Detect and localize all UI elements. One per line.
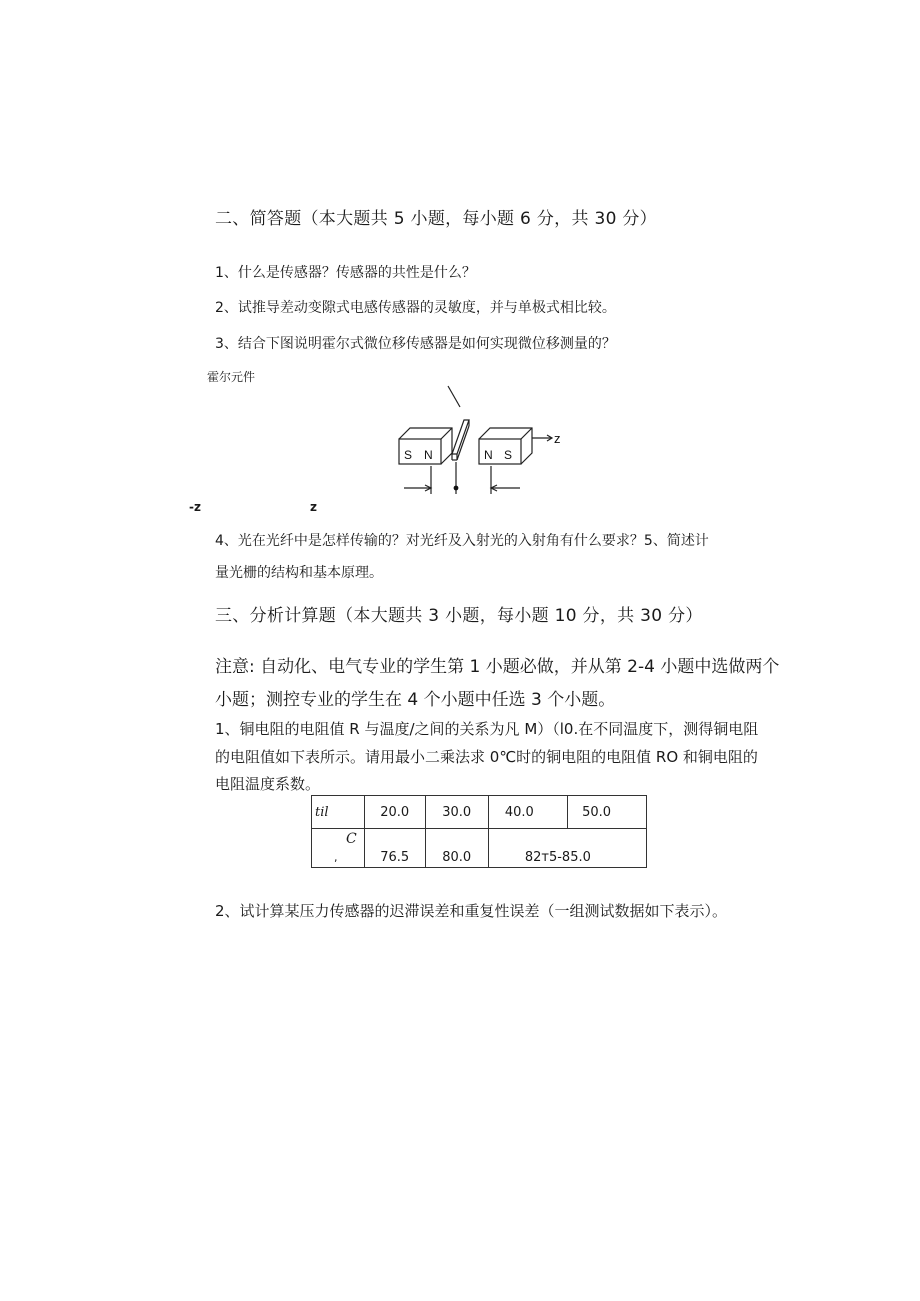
minus-z-label: -z — [189, 500, 201, 514]
table-cell: 40.0 — [488, 796, 567, 829]
question-3-1-line1: 1、铜电阻的电阻值 R 与温度/之间的关系为凡 M）（l0.在不同温度下，测得铜电阻 — [215, 720, 759, 738]
table-cell: 76.5 — [364, 829, 425, 868]
table-cell — [312, 829, 365, 868]
resistance-data-table — [311, 795, 647, 868]
row-label-comma: , — [334, 851, 338, 864]
question-2-4-5-line1: 4、光在光纤中是怎样传输的？对光纤及入射光的入射角有什么要求？5、简述计 — [215, 533, 709, 549]
hall-sensor-diagram — [390, 382, 570, 500]
question-3-1-line3: 电阻温度系数。 — [215, 775, 321, 793]
section2-title: 二、简答题（本大题共 5 小题，每小题 6 分，共 30 分） — [215, 209, 657, 229]
center-point — [454, 486, 459, 491]
z-axis-label: z — [554, 431, 561, 446]
table-cell: 80.0 — [425, 829, 488, 868]
question-2-2: 2、试推导差动变隙式电感传感器的灵敏度，并与单极式相比较。 — [215, 300, 616, 316]
question-2-4-5-line2: 量光栅的结构和基本原理。 — [215, 565, 383, 581]
table-cell: 20.0 — [364, 796, 425, 829]
table-cell: 50.0 — [568, 796, 647, 829]
row-label-c: C — [346, 831, 357, 847]
hall-element-plate — [452, 420, 469, 460]
table-cell: 30.0 — [425, 796, 488, 829]
figure-caption: 霍尔元件 — [207, 370, 256, 384]
caption-pointer-line — [448, 386, 460, 407]
left-magnet-n-label: N — [424, 448, 433, 462]
table-row — [312, 796, 647, 829]
right-magnet-s-label: S — [504, 448, 513, 462]
table-cell: til — [312, 796, 365, 829]
section3-title: 三、分析计算题（本大题共 3 小题，每小题 10 分，共 30 分） — [215, 606, 703, 626]
question-2-1: 1、什么是传感器？传感器的共性是什么？ — [215, 265, 476, 281]
note-line1: 注意: 自动化、电气专业的学生第 1 小题必做，并从第 2-4 小题中选做两个 — [215, 657, 780, 677]
question-3-1-line2: 的电阻值如下表所示。请用最小二乘法求 0℃时的铜电阻的电阻值 RO 和铜电阻的 — [215, 748, 758, 766]
plus-z-label: z — [310, 500, 317, 514]
table-cell-merged: 82т5-85.0 — [488, 829, 646, 868]
question-3-2: 2、试计算某压力传感器的迟滞误差和重复性误差（一组测试数据如下表示）。 — [215, 902, 728, 920]
table-row — [312, 829, 647, 868]
right-magnet-n-label: N — [484, 448, 493, 462]
note-line2: 小题；测控专业的学生在 4 个小题中任选 3 个小题。 — [215, 690, 616, 710]
question-2-3: 3、结合下图说明霍尔式微位移传感器是如何实现微位移测量的？ — [215, 336, 616, 352]
left-magnet-s-label: S — [404, 448, 413, 462]
